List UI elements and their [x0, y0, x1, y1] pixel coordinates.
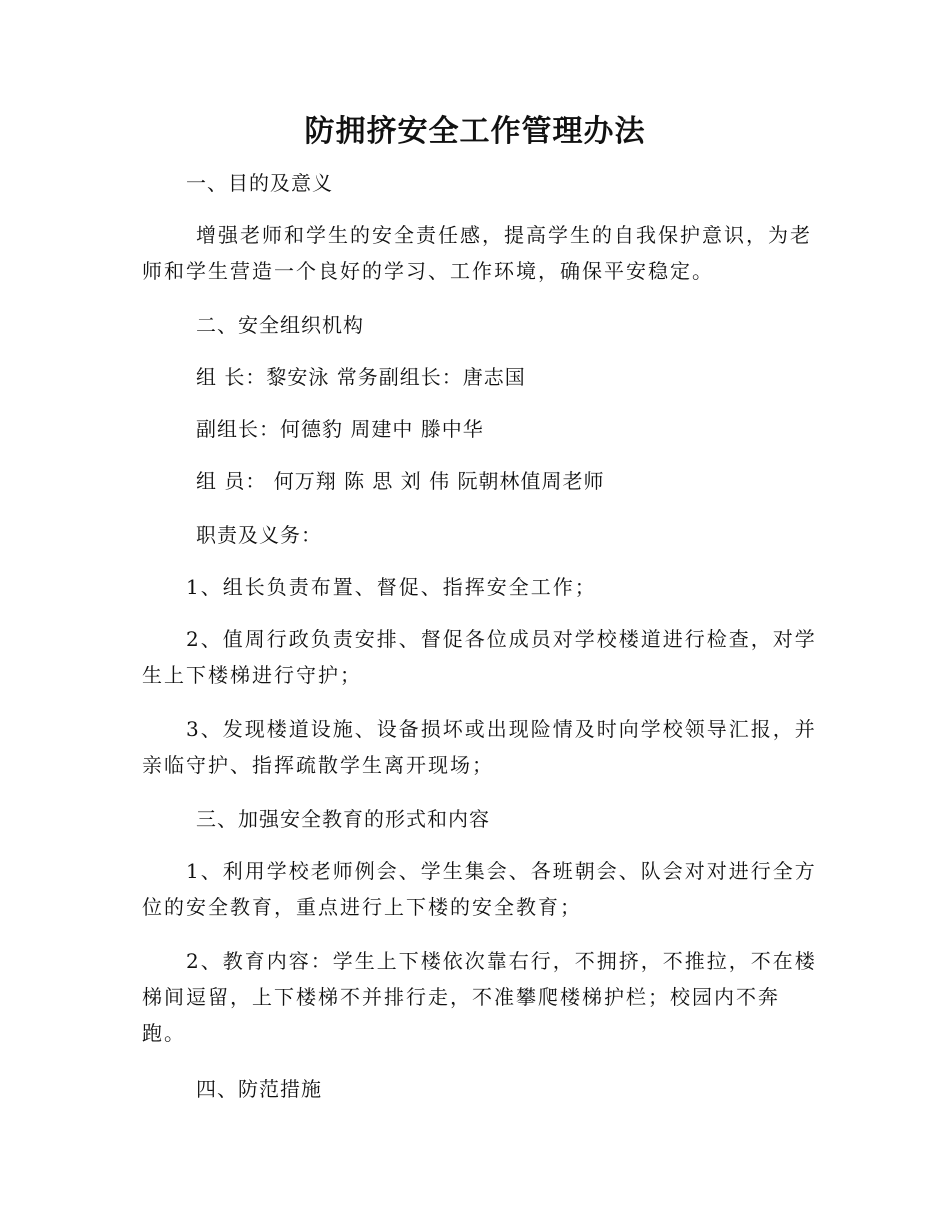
duties-heading: 职责及义务： [196, 523, 322, 547]
duty-2-line-2: 生上下楼梯进行守护； [142, 663, 362, 687]
section-2-heading: 二、安全组织机构 [196, 313, 364, 337]
education-2-line-2: 梯间逗留，上下楼梯不并排行走，不准攀爬楼梯护栏；校园内不奔 [142, 985, 780, 1009]
leader-line: 组 长：黎安泳 常务副组长：唐志国 [196, 365, 526, 389]
duty-1: 1、组长负责布置、督促、指挥安全工作； [186, 575, 597, 599]
section-1-paragraph-line-1: 增强老师和学生的安全责任感，提高学生的自我保护意识，为老 [196, 223, 812, 247]
duty-3-line-1: 3、发现楼道设施、设备损坏或出现险情及时向学校领导汇报，并 [186, 717, 817, 741]
education-1-line-2: 位的安全教育，重点进行上下楼的安全教育； [142, 895, 582, 919]
section-3-heading: 三、加强安全教育的形式和内容 [196, 807, 490, 831]
section-1-paragraph-line-2: 师和学生营造一个良好的学习、工作环境，确保平安稳定。 [142, 259, 714, 283]
deputy-line: 副组长：何德豹 周建中 滕中华 [196, 417, 484, 441]
education-2-line-1: 2、教育内容：学生上下楼依次靠右行，不拥挤，不推拉，不在楼 [186, 949, 817, 973]
duty-2-line-1: 2、值周行政负责安排、督促各位成员对学校楼道进行检查，对学 [186, 627, 817, 651]
document-title: 防拥挤安全工作管理办法 [304, 114, 646, 149]
education-1-line-1: 1、利用学校老师例会、学生集会、各班朝会、队会对对进行全方 [186, 859, 817, 883]
members-line: 组 员： 何万翔 陈 思 刘 伟 阮朝林值周老师 [196, 469, 605, 493]
duty-3-line-2: 亲临守护、指挥疏散学生离开现场； [142, 753, 494, 777]
section-4-heading: 四、防范措施 [196, 1077, 322, 1101]
education-2-line-3: 跑。 [142, 1021, 186, 1045]
section-1-heading: 一、目的及意义 [186, 171, 333, 195]
